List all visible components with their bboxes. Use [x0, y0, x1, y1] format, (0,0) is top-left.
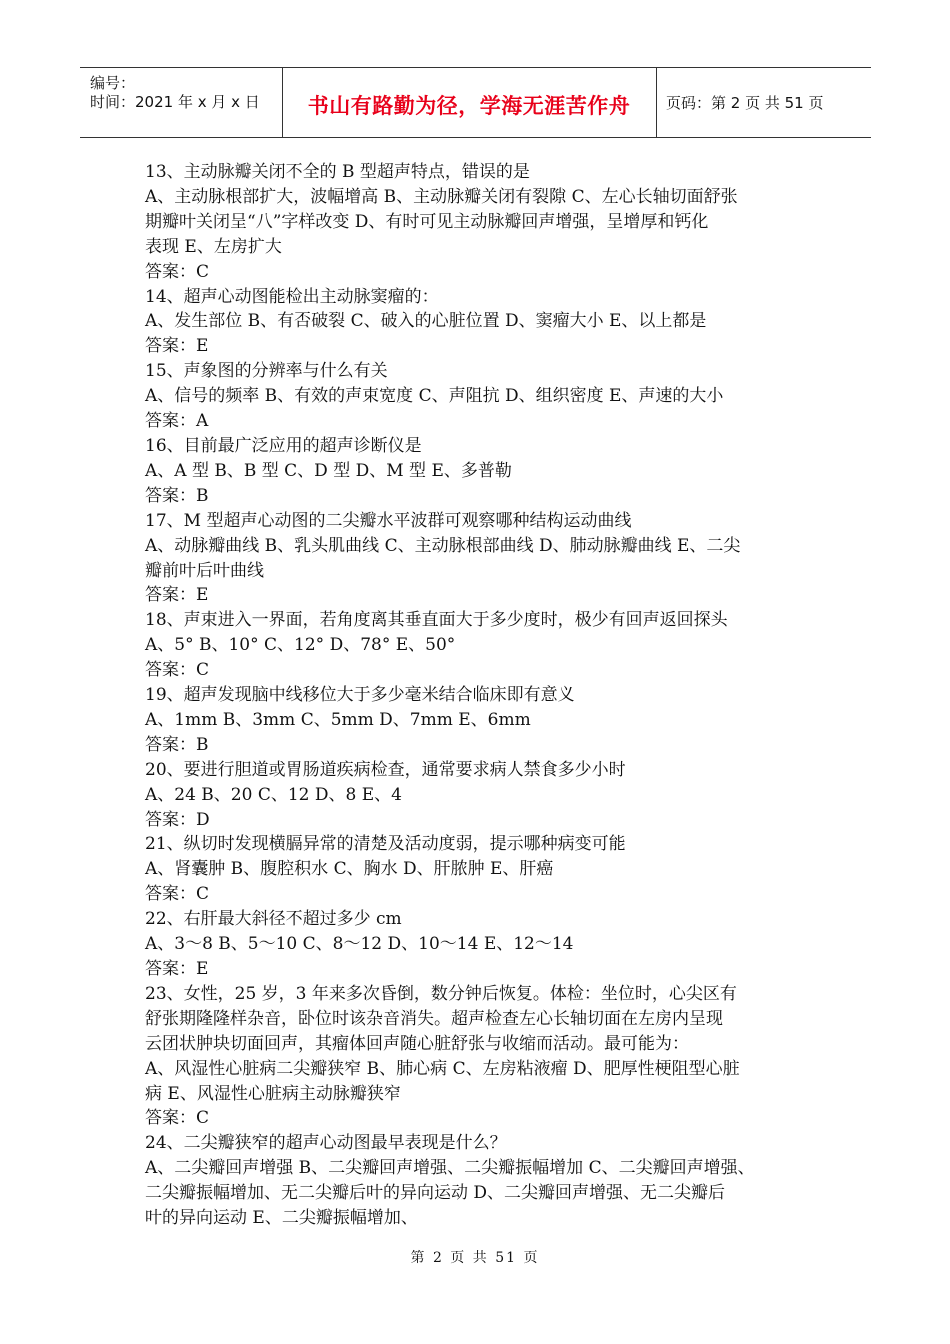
text-line: 瓣前叶后叶曲线	[145, 560, 264, 581]
text-line: 20、要进行胆道或胃肠道疾病检查，通常要求病人禁食多少小时	[145, 759, 626, 780]
header-middle-cell	[282, 68, 657, 137]
text-line: 表现 E、左房扩大	[145, 236, 282, 257]
text-line: 答案：A	[145, 411, 209, 432]
text-line: 期瓣叶关闭呈“八”字样改变 D、有时可见主动脉瓣回声增强，呈增厚和钙化	[145, 211, 709, 232]
page-header	[80, 67, 871, 138]
text-line: A、发生部位 B、有否破裂 C、破入的心脏位置 D、窦瘤大小 E、以上都是	[145, 311, 707, 332]
text-line: 13、主动脉瓣关闭不全的 B 型超声特点，错误的是	[145, 162, 530, 182]
text-line: 答案：D	[145, 809, 210, 830]
text-line: 21、纵切时发现横膈异常的清楚及活动度弱，提示哪种病变可能	[145, 834, 626, 855]
text-line: 答案：B	[145, 485, 209, 506]
text-line: A、24 B、20 C、12 D、8 E、4	[145, 784, 402, 805]
text-line: 19、超声发现脑中线移位大于多少毫米结合临床即有意义	[145, 685, 575, 706]
text-line: 24、二尖瓣狭窄的超声心动图最早表现是什么？	[145, 1133, 507, 1154]
question-content	[145, 160, 815, 1231]
text-line: 病 E、风湿性心脏病主动脉瓣狭窄	[145, 1083, 401, 1104]
text-line: A、1mm B、3mm C、5mm D、7mm E、6mm	[145, 709, 531, 730]
header-right-cell	[656, 68, 871, 137]
page-footer: 第 2 页 共 51 页	[410, 1250, 540, 1266]
text-line: 云团状肿块切面回声，其瘤体回声随心脏舒张与收缩而活动。最可能为：	[145, 1033, 689, 1054]
text-line: 答案：C	[145, 660, 210, 681]
header-page-info: 页码：第 2 页 共 51 页	[666, 94, 824, 112]
text-line: 二尖瓣振幅增加、无二尖瓣后叶的异向运动 D、二尖瓣回声增强、无二尖瓣后	[145, 1183, 726, 1204]
header-left-cell	[80, 68, 283, 137]
text-line: 答案：E	[145, 336, 209, 357]
text-line: 答案：E	[145, 585, 209, 606]
text-line: 14、超声心动图能检出主动脉窦瘤的：	[145, 286, 439, 307]
text-line: 16、目前最广泛应用的超声诊断仪是	[145, 435, 422, 456]
text-line: A、A 型 B、B 型 C、D 型 D、M 型 E、多普勒	[145, 460, 512, 481]
text-line: 叶的异向运动 E、二尖瓣振幅增加、	[145, 1208, 418, 1229]
document-code-label: 编号：	[90, 74, 136, 92]
text-line: A、风湿性心脏病二尖瓣狭窄 B、肺心病 C、左房粘液瘤 D、肥厚性梗阻型心脏	[145, 1058, 740, 1079]
text-line: 答案：E	[145, 959, 209, 979]
text-line: A、二尖瓣回声增强 B、二尖瓣回声增强、二尖瓣振幅增加 C、二尖瓣回声增强、	[145, 1158, 755, 1179]
text-line: A、主动脉根部扩大，波幅增高 B、主动脉瓣关闭有裂隙 C、左心长轴切面舒张	[145, 186, 738, 207]
text-line: 答案：C	[145, 261, 210, 282]
text-line: A、5° B、10° C、12° D、78° E、50°	[145, 635, 456, 656]
text-line: 答案：C	[145, 884, 210, 905]
text-line: 答案：B	[145, 734, 209, 755]
header-motto: 书山有路勤为径，学海无涯苦作舟	[307, 94, 631, 118]
text-line: A、信号的频率 B、有效的声束宽度 C、声阻抗 D、组织密度 E、声速的大小	[145, 386, 724, 407]
text-line: 舒张期隆隆样杂音，卧位时该杂音消失。超声检查左心长轴切面在左房内呈现	[145, 1008, 723, 1029]
text-line: 15、声象图的分辨率与什么有关	[145, 361, 388, 382]
text-line: A、肾囊肿 B、腹腔积水 C、胸水 D、肝脓肿 E、肝癌	[145, 859, 554, 880]
text-line: 答案：C	[145, 1108, 210, 1129]
document-date: 时间：2021 年 x 月 x 日	[90, 93, 260, 111]
text-line: A、3～8 B、5～10 C、8～12 D、10～14 E、12～14	[145, 934, 574, 955]
text-line: A、动脉瓣曲线 B、乳头肌曲线 C、主动脉根部曲线 D、肺动脉瓣曲线 E、二尖	[145, 535, 741, 556]
text-line: 17、M 型超声心动图的二尖瓣水平波群可观察哪种结构运动曲线	[145, 510, 632, 531]
text-line: 18、声束进入一界面，若角度离其垂直面大于多少度时，极少有回声返回探头	[145, 610, 728, 631]
text-line: 22、右肝最大斜径不超过多少 cm	[145, 909, 402, 930]
text-line: 23、女性，25 岁，3 年来多次昏倒，数分钟后恢复。体检：坐位时，心尖区有	[145, 983, 737, 1004]
